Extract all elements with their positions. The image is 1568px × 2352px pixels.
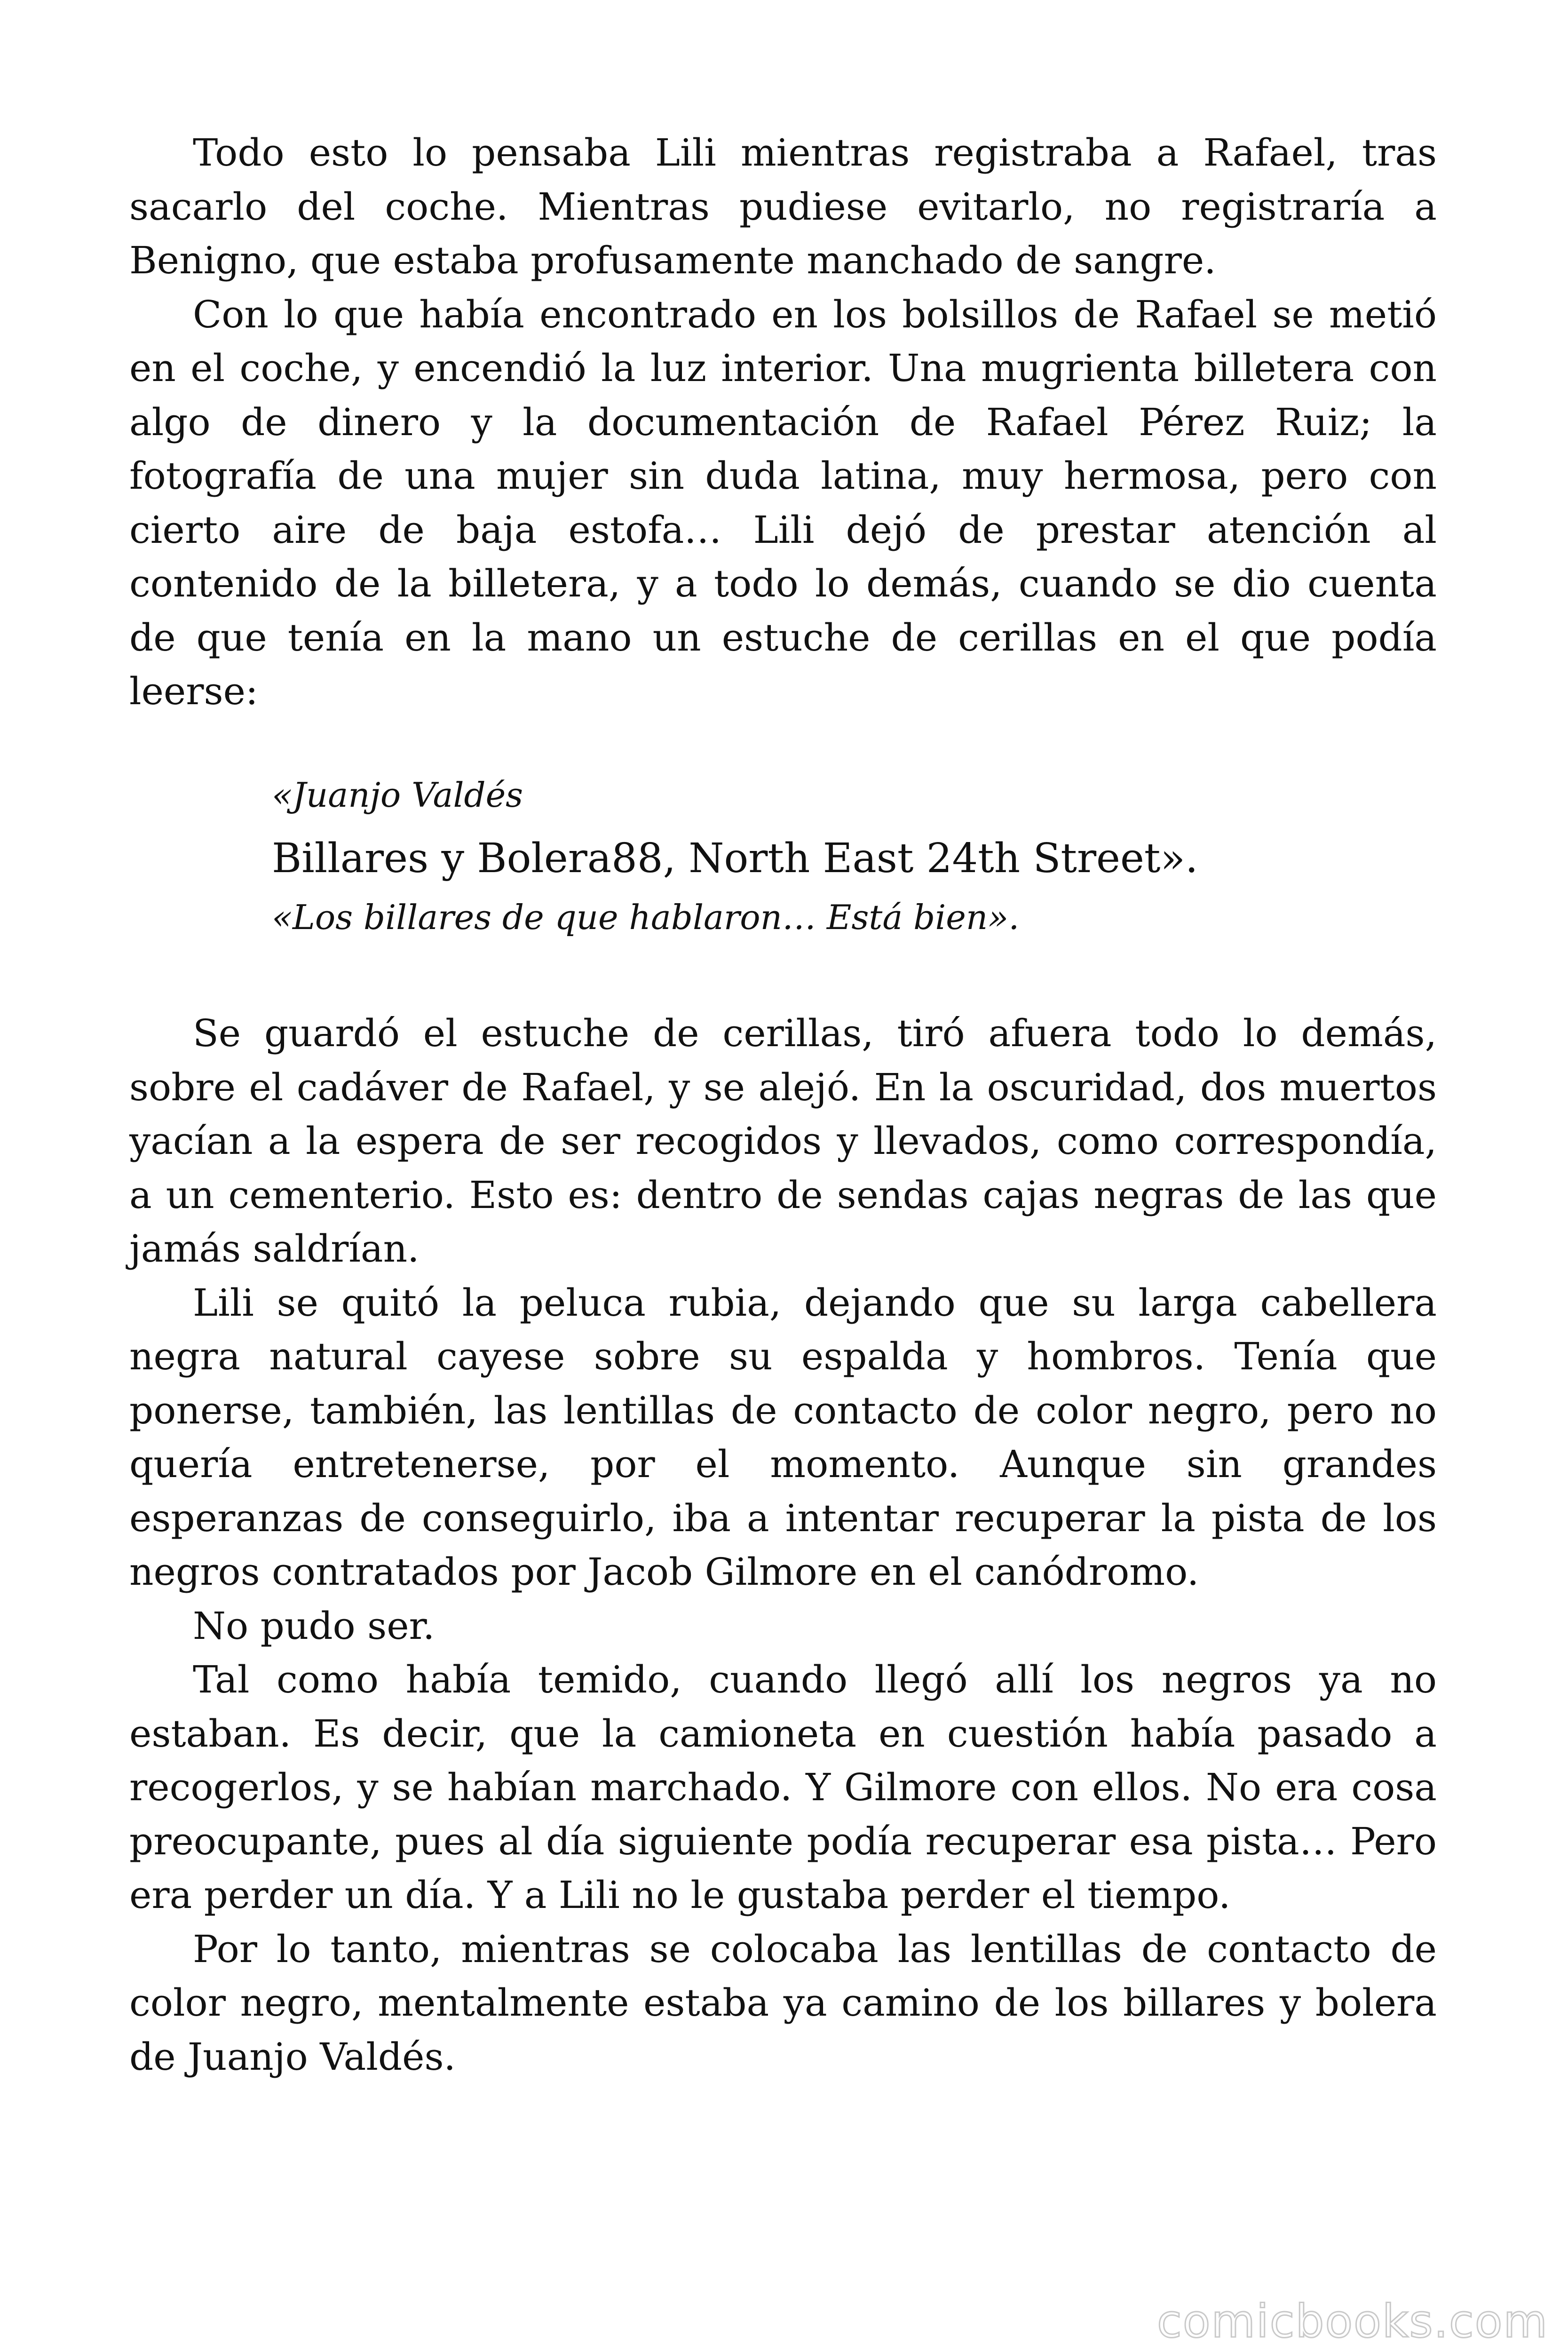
body-text-lower bbox=[129, 1007, 1437, 2084]
quote-thought-line: «Los billares de que hablaron… Está bien». bbox=[272, 898, 1020, 937]
paragraph: Con lo que había encontrado en los bolsillos de Rafael se metió en el coche, y encendió la luz interior. Una mugrienta billetera con algo de dinero y la documentación de Rafael Pérez Ruiz; la fotografía de una mujer sin duda latina, muy hermosa, pero con cierto aire de baja estofa… Lili dejó de prestar atención al contenido de la billetera, y a todo lo demás, cuando se dio cuenta de que tenía en la mano un estuche de cerillas en el que podía leerse: bbox=[129, 292, 1437, 713]
paragraph: No pudo ser. bbox=[193, 1604, 435, 1648]
quote-address-line: Billares y Bolera88, North East 24th Street». bbox=[272, 835, 1198, 882]
paragraph: Todo esto lo pensaba Lili mientras registraba a Rafael, tras sacarlo del coche. Mientras pudiese evitarlo, no registraría a Benigno, que estaba profusamente manchado de sangre. bbox=[129, 131, 1437, 282]
body-text-upper bbox=[129, 126, 1437, 719]
paragraph: Tal como había temido, cuando llegó allí los negros ya no estaban. Es decir, que la camioneta en cuestión había pasado a recogerlos, y se habían marchado. Y Gilmore con ellos. No era cosa preocupante, pues al día siguiente podía recuperar esa pista… Pero era perder un día. Y a Lili no le gustaba perder el tiempo. bbox=[129, 1658, 1437, 1917]
matchbox-quote bbox=[272, 776, 1401, 936]
paragraph: Se guardó el estuche de cerillas, tiró afuera todo lo demás, sobre el cadáver de Rafael, y se alejó. En la oscuridad, dos muertos yacían a la espera de ser recogidos y llevados, como correspondía, a un cementerio. Esto es: dentro de sendas cajas negras de las que jamás saldrían. bbox=[129, 1011, 1437, 1271]
paragraph: Por lo tanto, mientras se colocaba las lentillas de contacto de color negro, mentalmente estaba ya camino de los billares y bolera de Juanjo Valdés. bbox=[129, 1927, 1437, 2079]
quote-name-line: «Juanjo Valdés bbox=[272, 775, 523, 815]
watermark: comicbooks.com bbox=[1157, 2295, 1549, 2348]
paragraph: Lili se quitó la peluca rubia, dejando que su larga cabellera negra natural cayese sobre su espalda y hombros. Tenía que ponerse, también, las lentillas de contacto de color negro, pero no quería entretenerse, por el momento. Aunque sin grandes esperanzas de conseguirlo, iba a intentar recuperar la pista de los negros contratados por Jacob Gilmore en el canódromo. bbox=[129, 1280, 1437, 1594]
